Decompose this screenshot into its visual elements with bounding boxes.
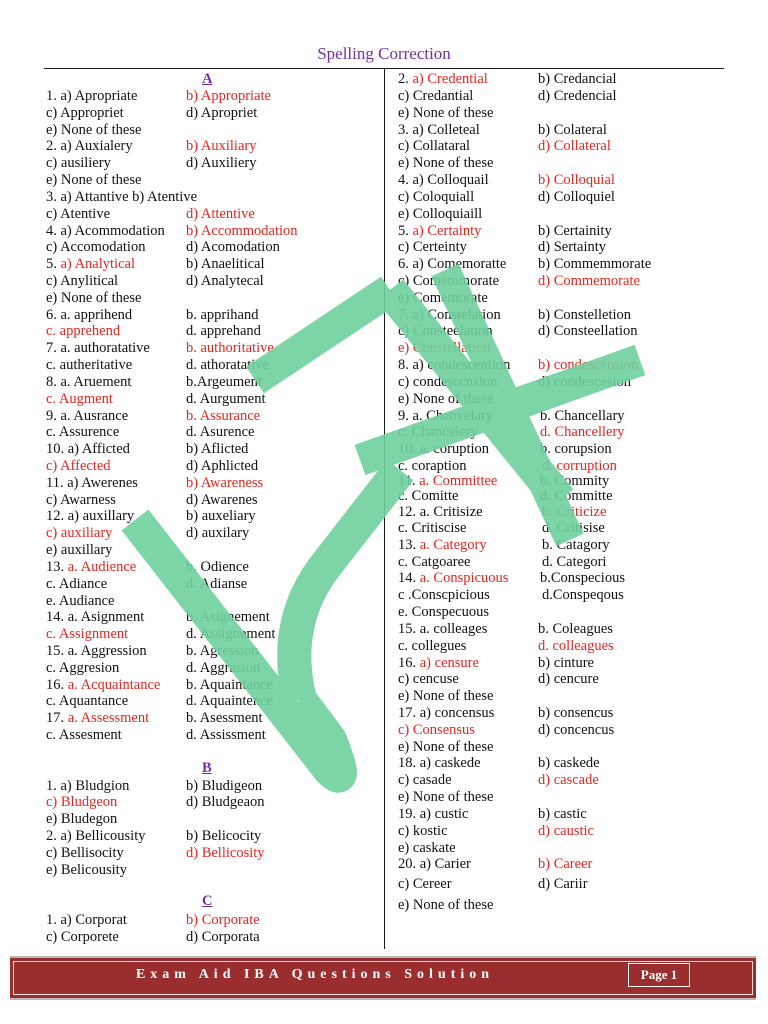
right-option: c. coraption [398,458,467,474]
right-option: d.Conspeqous [542,587,624,603]
left-option: 16. a. Acquaintance [46,677,161,693]
left-option: c) Affected [46,458,111,474]
left-option: c) Appropriet [46,105,124,121]
section-header-b: B [202,760,212,776]
left-option: b) Corporate [186,912,260,928]
left-option: 2. a) Bellicousity [46,828,146,844]
left-option: c) Corporete [46,929,119,945]
right-option: b) Career [538,856,593,872]
right-option: d) Colloquiel [538,189,615,205]
right-option: d. Critisise [542,520,605,536]
left-option: d. Aurgument [186,391,266,407]
left-option: d. Aggrasion [186,660,261,676]
left-option: 12. a) auxillary [46,508,135,524]
right-option: b. Commity [540,473,610,489]
left-option: c. apprehend [46,323,121,339]
right-option: c. collegues [398,638,467,654]
left-option: c) Bellisocity [46,845,124,861]
right-option: e) None of these [398,789,494,805]
left-option: d. Aquaintence [186,693,273,709]
right-option: d. Categori [542,554,607,570]
left-option: d) Acomodation [186,239,280,255]
left-option: e) None of these [46,122,142,138]
right-option: b. corupsion [540,441,612,457]
left-option: b. apprihand [186,307,259,323]
right-option: b) Colloquial [538,172,615,188]
left-option: 10. a) Afficted [46,441,130,457]
left-option: b) Anaelitical [186,256,265,272]
right-option: 16. a) censure [398,655,479,671]
page-title: Spelling Correction [317,44,451,63]
right-option: 9. a. Chanvelary [398,408,494,424]
left-option: c. Augment [46,391,113,407]
right-option: d) Sertainty [538,239,607,255]
left-option: b. Odience [186,559,249,575]
left-option: e) None of these [46,172,142,188]
left-option: b) Accommodation [186,223,298,239]
right-option: d) Commemorate [538,273,640,289]
right-option: e) None of these [398,155,494,171]
right-option: 11. a. Committee [398,473,498,489]
right-option: d. colleagues [538,638,614,654]
right-option: e. Conspecuous [398,604,490,620]
left-option: b. Assurance [186,408,261,424]
left-option: c) ausiliery [46,155,111,171]
right-option: 20. a) Carier [398,856,471,872]
right-option: 4. a) Colloquail [398,172,489,188]
right-option: 18. a) caskede [398,755,481,771]
left-option: 14. a. Asignment [46,609,145,625]
right-option: e) Colloquiaill [398,206,483,222]
column-divider [384,69,385,949]
page-number: Page 1 [628,963,690,987]
right-option: c) Certeinty [398,239,467,255]
left-option: d) Apropriet [186,105,258,121]
right-option: 5. a) Certainty [398,223,482,239]
left-option: e) auxillary [46,542,113,558]
right-option: b. Catagory [542,537,610,553]
right-option: b) condescension [538,357,639,373]
left-option: c. Aquantance [46,693,129,709]
right-option: b) Colateral [538,122,607,138]
footer-title: Exam Aid IBA Questions Solution [135,967,495,982]
left-option: b. authoritative [186,340,274,356]
left-option: b. Asignement [186,609,270,625]
left-option: d) Auxiliery [186,155,257,171]
right-option: d) cencure [538,671,599,687]
left-option: e) Bludegon [46,811,118,827]
right-option: c .Conscpicious [398,587,490,603]
left-option: b) Appropriate [186,88,271,104]
right-option: d) condescesion [538,374,632,390]
right-option: b. Coleagues [538,621,613,637]
right-option: c) Comemmorate [398,273,500,289]
left-option: c. Aggresion [46,660,120,676]
right-option: b) Constelletion [538,307,632,323]
right-option: b) Certainity [538,223,612,239]
left-option: c. Assurence [46,424,120,440]
right-option: d. Chancellery [540,424,625,440]
right-option: c) casade [398,772,452,788]
left-option: b) Belicocity [186,828,262,844]
right-option: e) Constellation [398,340,491,356]
left-option: c. Assignment [46,626,129,642]
right-option: 15. a. colleages [398,621,488,637]
right-option: d. corruption [542,458,617,474]
right-option: c) Coloquiall [398,189,475,205]
right-option: c) condesccnsion [398,374,498,390]
right-option: 8. a) condescention [398,357,511,373]
right-option: c) Credantial [398,88,474,104]
left-option: b) Awareness [186,475,264,491]
right-option: c) Consteelation [398,323,493,339]
right-option: e) None of these [398,897,494,913]
left-option: 9. a. Ausrance [46,408,129,424]
left-option: 11. a) Awerenes [46,475,138,491]
left-option: d. Adianse [186,576,248,592]
left-option: 1. a) Corporat [46,912,127,928]
left-option: d. apprehand [186,323,261,339]
right-option: 13. a. Category [398,537,487,553]
right-option: d. Committe [540,488,613,504]
left-option: d) Attentive [186,206,255,222]
left-option: 4. a) Acommodation [46,223,165,239]
left-option: d. Assignement [186,626,276,642]
right-option: c. Catgoaree [398,554,471,570]
left-option: c. Assesment [46,727,122,743]
left-option: 2. a) Auxialery [46,138,133,154]
right-option: b.Conspecious [540,570,625,586]
right-option: b) cinture [538,655,594,671]
footer-bar [10,956,756,1000]
section-header-a: A [202,71,213,87]
right-option: d) cascade [538,772,599,788]
left-option: c. Adiance [46,576,108,592]
right-option: 7. a) Constelation [398,307,501,323]
right-option: 17. a) concensus [398,705,495,721]
left-option: d) Aphlicted [186,458,259,474]
left-option: 3. a) Attantive b) Atentive [46,189,198,205]
right-option: 3. a) Colleteal [398,122,480,138]
right-option: 6. a) Comemoratte [398,256,507,272]
left-option: b. Agression [186,643,259,659]
watermark-a-left [255,290,390,380]
left-option: c) Atentive [46,206,111,222]
left-option: 7. a. authoratative [46,340,150,356]
right-option: c. Critiscise [398,520,467,536]
right-option: b) Credancial [538,71,617,87]
left-option: e) Belicousity [46,862,127,878]
right-option: c) Consensus [398,722,475,738]
section-header-c: C [202,893,213,909]
right-option: e) caskate [398,840,456,856]
right-option: c. Chancelery [398,424,478,440]
right-option: b) consencus [538,705,614,721]
left-option: 17. a. Assessment [46,710,150,726]
right-option: d) concencus [538,722,615,738]
left-option: e. Audiance [46,593,115,609]
left-option: b) Aflicted [186,441,249,457]
left-option: d) Bellicosity [186,845,265,861]
left-option: d) Bludgeaon [186,794,265,810]
left-option: d. Asurence [186,424,255,440]
right-option: b. Chancellary [540,408,625,424]
right-option: c) cencuse [398,671,459,687]
left-option: c) Anylitical [46,273,119,289]
left-option: 5. a) Analytical [46,256,135,272]
left-option: c) auxiliary [46,525,113,541]
right-option: 14. a. Conspicuous [398,570,509,586]
right-option: d) Credencial [538,88,617,104]
left-option: 13. a. Audience [46,559,137,575]
right-option: 2. a) Credential [398,71,488,87]
right-option: 19. a) custic [398,806,469,822]
right-option: c. Comitte [398,488,459,504]
left-option: c) Bludgeon [46,794,118,810]
right-option: 10. a. coruption [398,441,490,457]
left-option: d) Awarenes [186,492,258,508]
left-option: 8. a. Aruement [46,374,132,390]
left-option: d. Assissment [186,727,266,743]
right-option: e) Comemorate [398,290,488,306]
right-option: d) Cariir [538,876,588,892]
left-option: b) Auxiliary [186,138,257,154]
right-option: e) None of these [398,688,494,704]
right-option: b) caskede [538,755,600,771]
right-option: e) None of these [398,105,494,121]
right-option: b. Criticize [542,504,607,520]
left-option: b. Asessment [186,710,263,726]
right-option: e) None of these [398,391,494,407]
left-option: d) Analytecal [186,273,264,289]
right-option: c) Collataral [398,138,471,154]
left-option: 15. a. Aggression [46,643,147,659]
left-option: c) Accomodation [46,239,146,255]
right-option: b) castic [538,806,587,822]
right-option: d) Consteellation [538,323,638,339]
left-option: b) Bludigeon [186,778,263,794]
left-option: b.Argeument [186,374,262,390]
left-option: d) auxilary [186,525,250,541]
right-option: d) caustic [538,823,594,839]
left-option: d. athoratative [186,357,269,373]
left-option: 6. a. apprihend [46,307,133,323]
left-option: 1. a) Apropriate [46,88,138,104]
left-option: b) auxeliary [186,508,256,524]
left-option: b. Aquaintance [186,677,273,693]
right-option: b) Commemmorate [538,256,652,272]
left-option: c. autheritative [46,357,133,373]
right-option: d) Collateral [538,138,611,154]
right-option: e) None of these [398,739,494,755]
left-option: 1. a) Bludgion [46,778,130,794]
left-option: d) Corporata [186,929,260,945]
left-option: e) None of these [46,290,142,306]
right-option: c) kostic [398,823,448,839]
right-option: c) Cereer [398,876,452,892]
left-option: c) Awarness [46,492,116,508]
right-option: 12. a. Critisize [398,504,483,520]
